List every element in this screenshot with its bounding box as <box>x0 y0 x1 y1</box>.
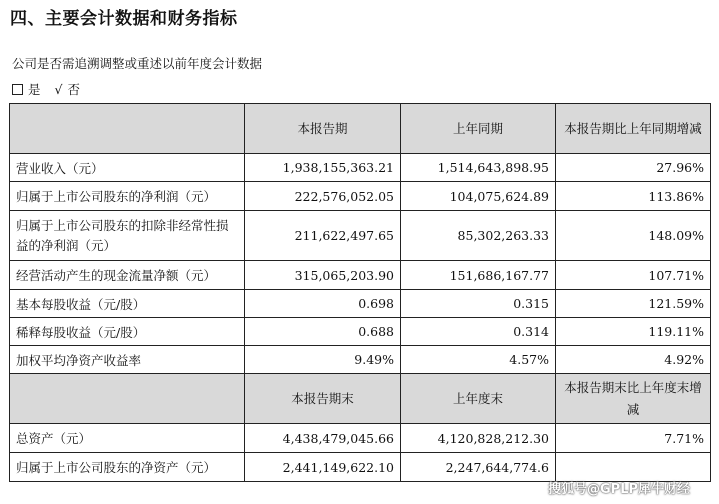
table-row <box>10 290 711 318</box>
header-blank-cell <box>10 104 245 154</box>
cell-current: 1,938,155,363.21 <box>245 154 401 182</box>
cell-prior: 4.57% <box>401 346 556 374</box>
table-row <box>10 154 711 182</box>
cell-change: 113.86% <box>556 182 711 211</box>
cell-current: 9.49% <box>245 346 401 374</box>
header-prior-period: 上年同期 <box>401 104 556 154</box>
row-label: 归属于上市公司股东的扣除非经常性损益的净利润（元） <box>10 211 245 261</box>
option-yes-label: 是 <box>28 82 41 97</box>
row-label: 经营活动产生的现金流量净额（元） <box>10 261 245 290</box>
cell-change: 107.71% <box>556 261 711 290</box>
cell-prior: 0.314 <box>401 318 556 346</box>
header-blank-cell <box>10 374 245 424</box>
cell-prior: 4,120,828,212.30 <box>401 424 556 453</box>
cell-prior: 85,302,263.33 <box>401 211 556 261</box>
section-title: 四、主要会计数据和财务指标 <box>10 9 238 29</box>
table-row <box>10 346 711 374</box>
row-label: 归属于上市公司股东的净资产（元） <box>10 453 245 482</box>
cell-change: 119.11% <box>556 318 711 346</box>
watermark: 搜狐号@GPLP犀牛财经 <box>548 482 691 497</box>
table-row <box>10 182 711 211</box>
table-row <box>10 261 711 290</box>
restatement-options <box>12 80 80 98</box>
row-label: 基本每股收益（元/股） <box>10 290 245 318</box>
cell-current: 4,438,479,045.66 <box>245 424 401 453</box>
row-label: 营业收入（元） <box>10 154 245 182</box>
table-row <box>10 318 711 346</box>
restatement-question: 公司是否需追溯调整或重述以前年度会计数据 <box>12 56 263 71</box>
cell-prior: 151,686,167.77 <box>401 261 556 290</box>
cell-current: 315,065,203.90 <box>245 261 401 290</box>
cell-current: 211,622,497.65 <box>245 211 401 261</box>
cell-change: 121.59% <box>556 290 711 318</box>
header-period-change: 本报告期比上年同期增减 <box>556 104 711 154</box>
header-current-period: 本报告期 <box>245 104 401 154</box>
cell-prior: 1,514,643,898.95 <box>401 154 556 182</box>
header-prior-year-end: 上年度末 <box>401 374 556 424</box>
cell-current: 2,441,149,622.10 <box>245 453 401 482</box>
row-label: 总资产（元） <box>10 424 245 453</box>
financial-data-table <box>9 103 711 482</box>
table-header-row <box>10 104 711 154</box>
cell-current: 0.698 <box>245 290 401 318</box>
option-no-label: 否 <box>67 82 80 97</box>
header-year-end-change: 本报告期末比上年度末增减 <box>556 374 711 424</box>
table-header-row-2 <box>10 374 711 424</box>
cell-prior: 104,075,624.89 <box>401 182 556 211</box>
cell-prior: 0.315 <box>401 290 556 318</box>
row-label: 归属于上市公司股东的净利润（元） <box>10 182 245 211</box>
row-label: 加权平均净资产收益率 <box>10 346 245 374</box>
table-row <box>10 211 711 261</box>
cell-change: 148.09% <box>556 211 711 261</box>
cell-current: 0.688 <box>245 318 401 346</box>
cell-change: 4.92% <box>556 346 711 374</box>
table-row <box>10 424 711 453</box>
cell-change: 7.71% <box>556 424 711 453</box>
checkbox-yes <box>12 84 23 95</box>
row-label: 稀释每股收益（元/股） <box>10 318 245 346</box>
cell-prior: 2,247,644,774.6 <box>401 453 556 482</box>
header-period-end: 本报告期末 <box>245 374 401 424</box>
check-mark-icon: √ <box>54 82 63 97</box>
cell-current: 222,576,052.05 <box>245 182 401 211</box>
cell-change: 27.96% <box>556 154 711 182</box>
